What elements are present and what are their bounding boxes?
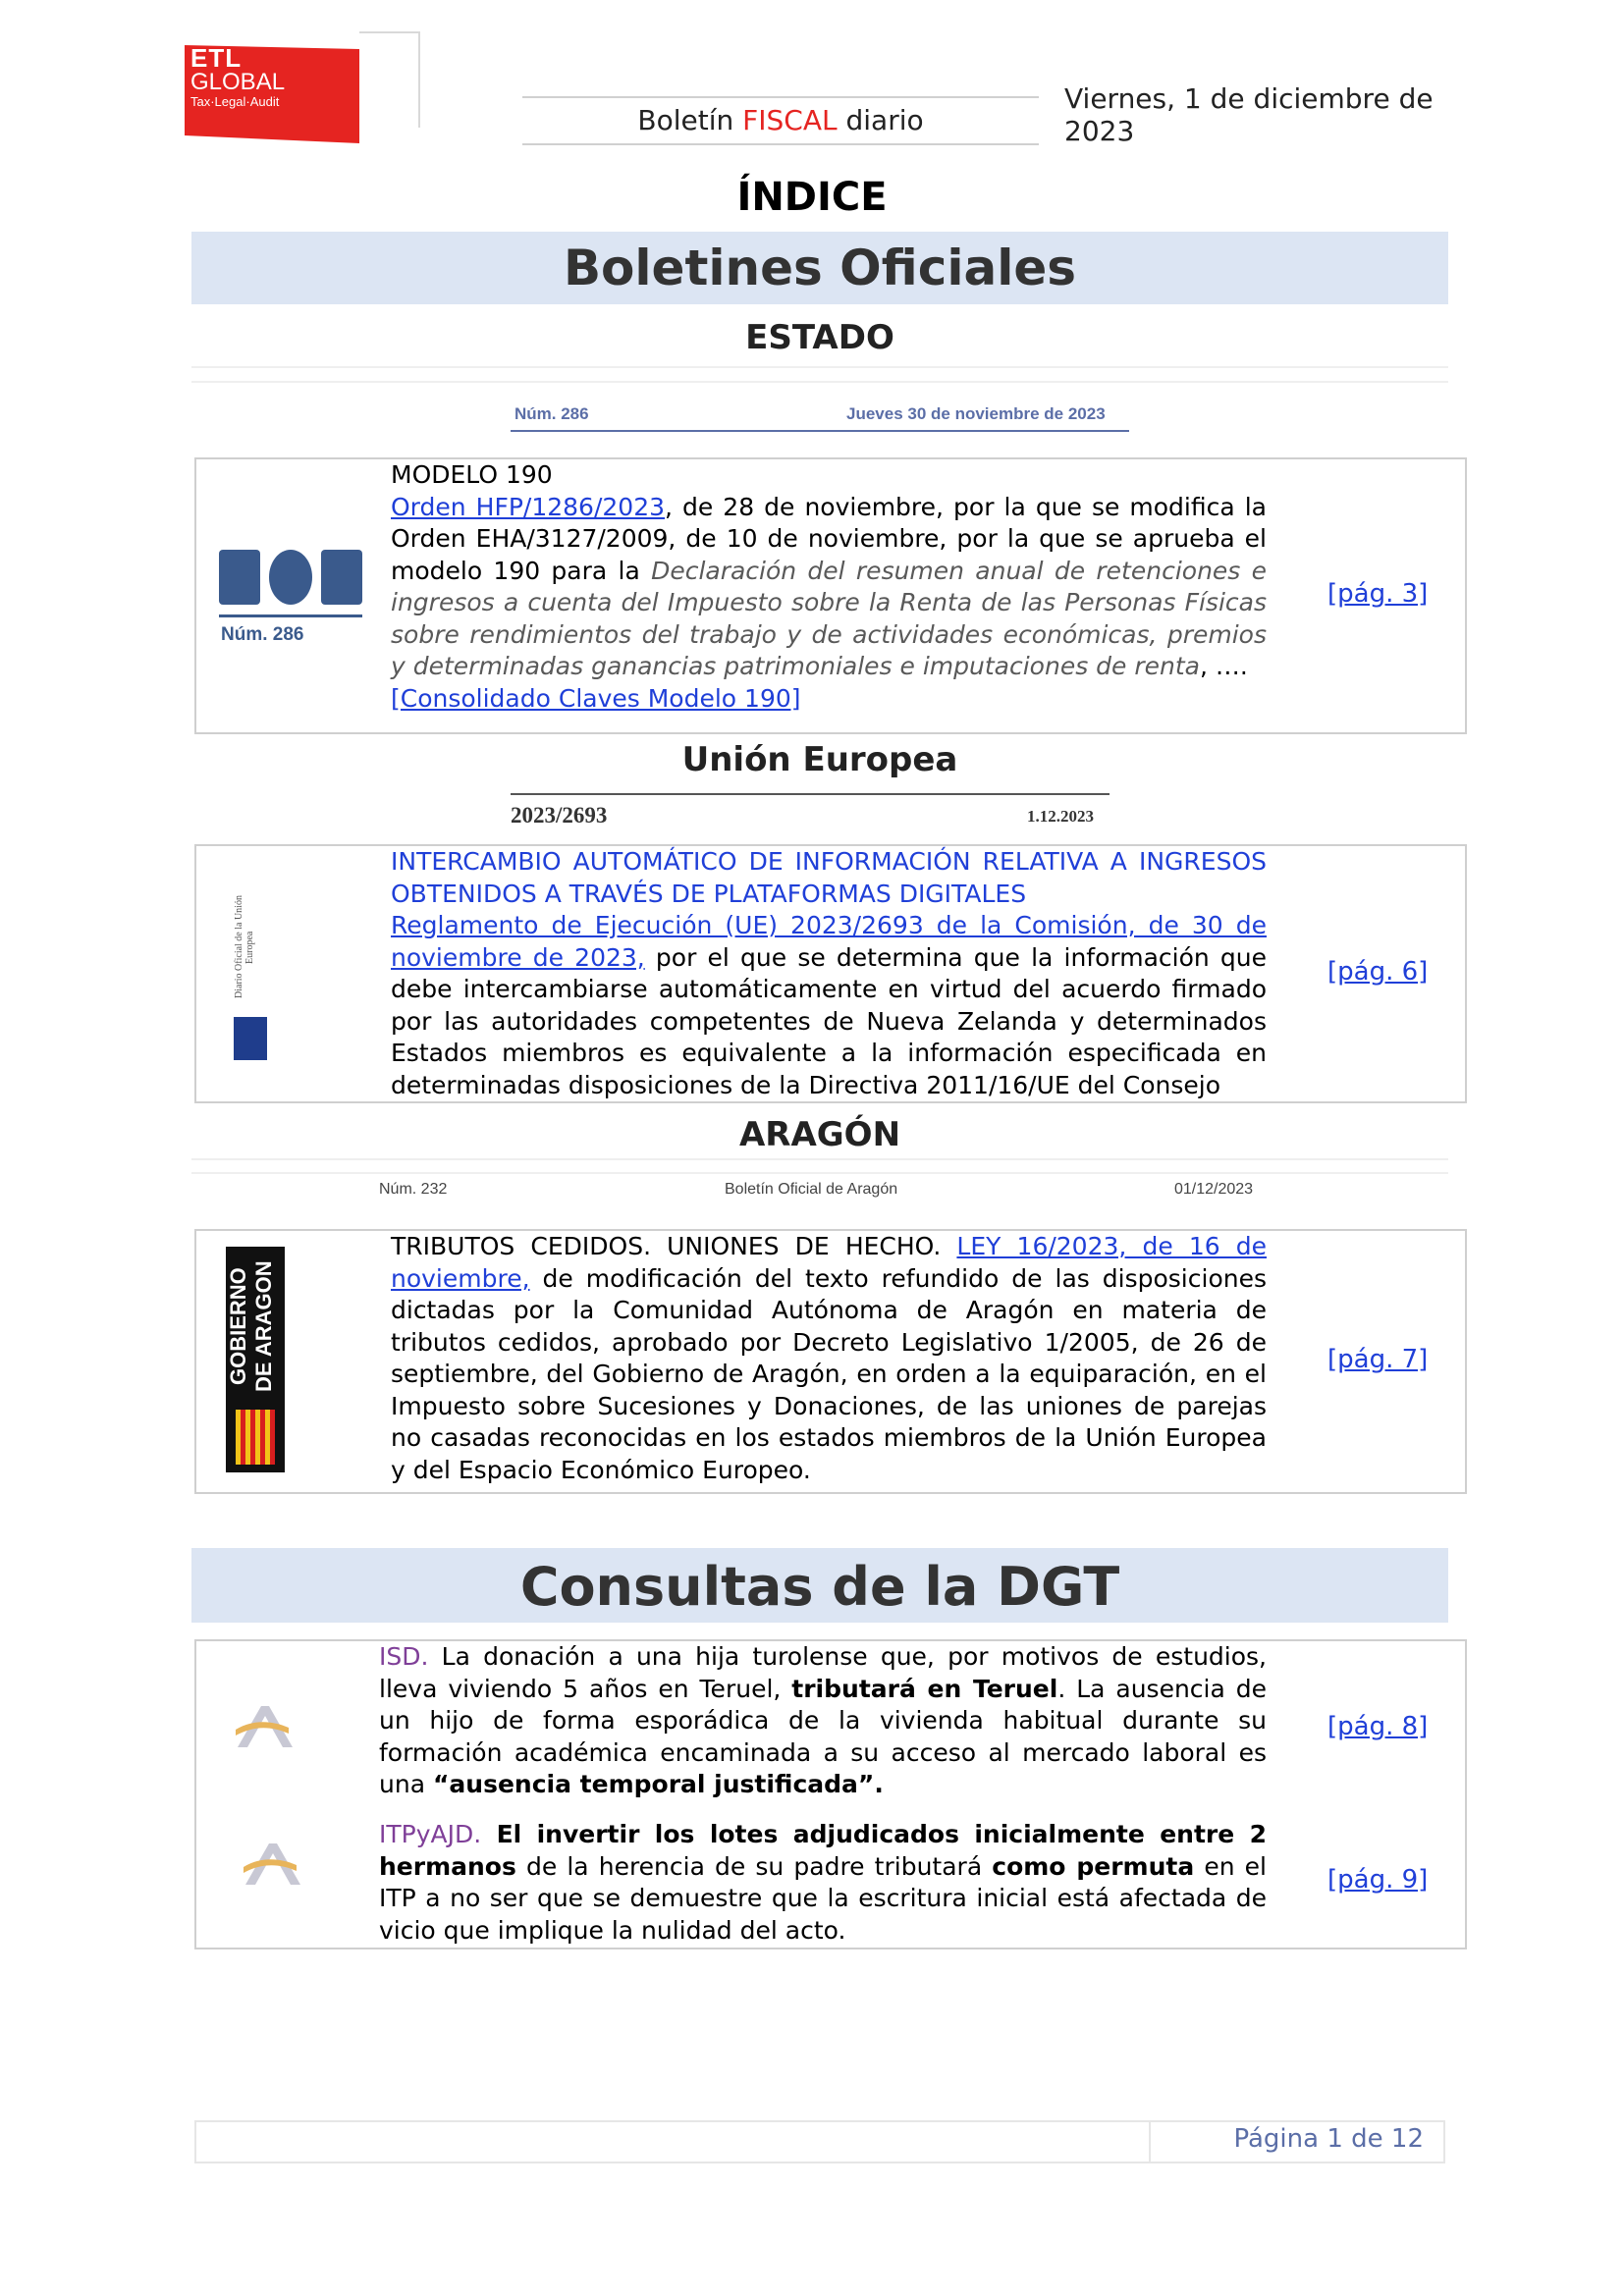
- aragon-heading: TRIBUTOS CEDIDOS. UNIONES DE HECHO.: [391, 1232, 942, 1260]
- page-link-3[interactable]: [pág. 3]: [1327, 579, 1429, 609]
- ue-entry-text: INTERCAMBIO AUTOMÁTICO DE INFORMACIÓN RELATIVA A INGRESOS OBTENIDOS A TRAVÉS DE PLATAFORMAS DIGITALES Reglamento de Ejecución (UE) 2023/2693 de la Comisión, de 30 de noviembre de 2023, por el que se determina que la información que debe intercambiarse automáticamente en virtud del acuerdo firmado por las autoridades competentes de Nueva Zelanda y determinados Estados miembros es equivalente a la información especificada en determinadas disposiciones de la Directiva 2011/16/UE del Consejo: [391, 847, 1267, 1099]
- doue-logo: Diario Oficial de la Unión Europea: [234, 883, 267, 1060]
- dgt-entry-isd: ISD. La donación a una hija turolense que, por motivos de estudios, lleva viviendo 5 años en Teruel, tributará en Teruel. La ausencia de un hijo de forma esporádica de la vivienda habitual durante su formación académica encaminada a su acceso al mercado laboral es una “ausencia temporal justificada”.: [379, 1642, 1267, 1798]
- boe-caption: [511, 397, 1129, 432]
- page-link-6[interactable]: [pág. 6]: [1327, 957, 1429, 987]
- page-link-9[interactable]: [pág. 9]: [1327, 1865, 1429, 1895]
- divider: [191, 366, 1448, 368]
- page-link-8[interactable]: [pág. 8]: [1327, 1712, 1429, 1741]
- doue-caption-rule: [511, 793, 1110, 795]
- ley-16-2023-link[interactable]: LEY 16/2023, de 16 de noviembre,: [391, 1232, 1267, 1293]
- boe-caption-number: Núm. 286: [514, 404, 589, 423]
- orden-hfp-link[interactable]: Orden HFP/1286/2023: [391, 492, 666, 521]
- page-number: Página 1 de 12: [1233, 2124, 1424, 2154]
- logo-line2: GLOBAL: [190, 69, 286, 95]
- logo-line1: ETL: [190, 43, 243, 73]
- page-link-7[interactable]: [pág. 7]: [1327, 1345, 1429, 1374]
- section-boletines-oficiales: Boletines Oficiales: [191, 232, 1448, 304]
- agencia-tributaria-icon: [232, 1698, 295, 1753]
- itpajd-tag: ITPyAJD.: [379, 1820, 482, 1848]
- footer-divider: [1149, 2120, 1151, 2163]
- bulletin-title: Boletín FISCAL diario: [522, 96, 1039, 145]
- bulletin-fiscal: FISCAL: [742, 104, 838, 136]
- boe-logo: Núm. 286: [219, 550, 362, 658]
- dgt-entry-itpajd: ITPyAJD. El invertir los lotes adjudicados inicialmente entre 2 hermanos de la herencia de su padre tributará como permuta en el ITP a no ser que se demuestre que la escritura inicial está afectada de vicio que implique la nulidad del acto.: [379, 1820, 1268, 1945]
- etl-global-logo: [177, 39, 363, 147]
- gobierno-aragon-logo: GOBIERNO DE ARAGON: [226, 1247, 285, 1472]
- index-title: ÍNDICE: [736, 175, 888, 220]
- ue-heading: INTERCAMBIO AUTOMÁTICO DE INFORMACIÓN RELATIVA A INGRESOS OBTENIDOS A TRAVÉS DE PLATAFORMAS DIGITALES: [391, 847, 1267, 908]
- logo-line3: Tax·Legal·Audit: [190, 94, 280, 109]
- agencia-tributaria-icon: [240, 1836, 302, 1891]
- reglamento-link[interactable]: Reglamento de Ejecución (UE) 2023/2693 de la Comisión, de 30 de noviembre de 2023,: [391, 911, 1267, 972]
- divider: [191, 1158, 1448, 1160]
- boa-caption-number: Núm. 232: [379, 1181, 448, 1198]
- header-date: Viernes, 1 de diciembre de 2023: [1064, 82, 1434, 147]
- section-aragon: ARAGÓN: [738, 1115, 901, 1154]
- consolidado-link[interactable]: [Consolidado Claves Modelo 190]: [391, 683, 801, 713]
- estado-entry-text: MODELO 190 Orden HFP/1286/2023, de 28 de noviembre, por la que se modifica la Orden EHA/3127/2009, de 10 de noviembre, por la que se aprueba el modelo 190 para la Declaración del resumen anual de retenciones e ingresos a cuenta del Impuesto sobre la Renta de las Personas Físicas sobre rendimientos del trabajo y de actividades económicas, premios y determinadas ganancias patrimoniales e imputaciones de renta, …. [Consolidado Claves Modelo 190]: [391, 460, 1267, 713]
- section-union-europea: Unión Europea: [681, 740, 958, 779]
- estado-heading: MODELO 190: [391, 460, 553, 489]
- aragon-entry-text: TRIBUTOS CEDIDOS. UNIONES DE HECHO. LEY 16/2023, de 16 de noviembre, de modificación del texto refundido de las disposiciones dictadas por la Comunidad Autónoma de Aragón en materia de tributos cedidos, aprobado por Decreto Legislativo 1/2005, de 26 de septiembre, del Gobierno de Aragón, en orden a la equiparación, en el Impuesto sobre Sucesiones y Donaciones, de las uniones de parejas no casadas reconocidas en los estados miembros de la Unión Europea y del Espacio Económico Europeo.: [391, 1232, 1267, 1484]
- doue-caption-number: 2023/2693: [511, 803, 608, 828]
- divider: [191, 1172, 1448, 1174]
- boa-caption-title: Boletín Oficial de Aragón: [725, 1181, 898, 1198]
- section-estado: ESTADO: [745, 318, 894, 357]
- isd-tag: ISD.: [379, 1642, 429, 1671]
- section-consultas-dgt: Consultas de la DGT: [191, 1548, 1448, 1623]
- doue-caption-date: 1.12.2023: [1027, 807, 1094, 826]
- divider: [191, 381, 1448, 383]
- boe-caption-date: Jueves 30 de noviembre de 2023: [846, 404, 1106, 423]
- boa-caption-date: 01/12/2023: [1174, 1181, 1254, 1198]
